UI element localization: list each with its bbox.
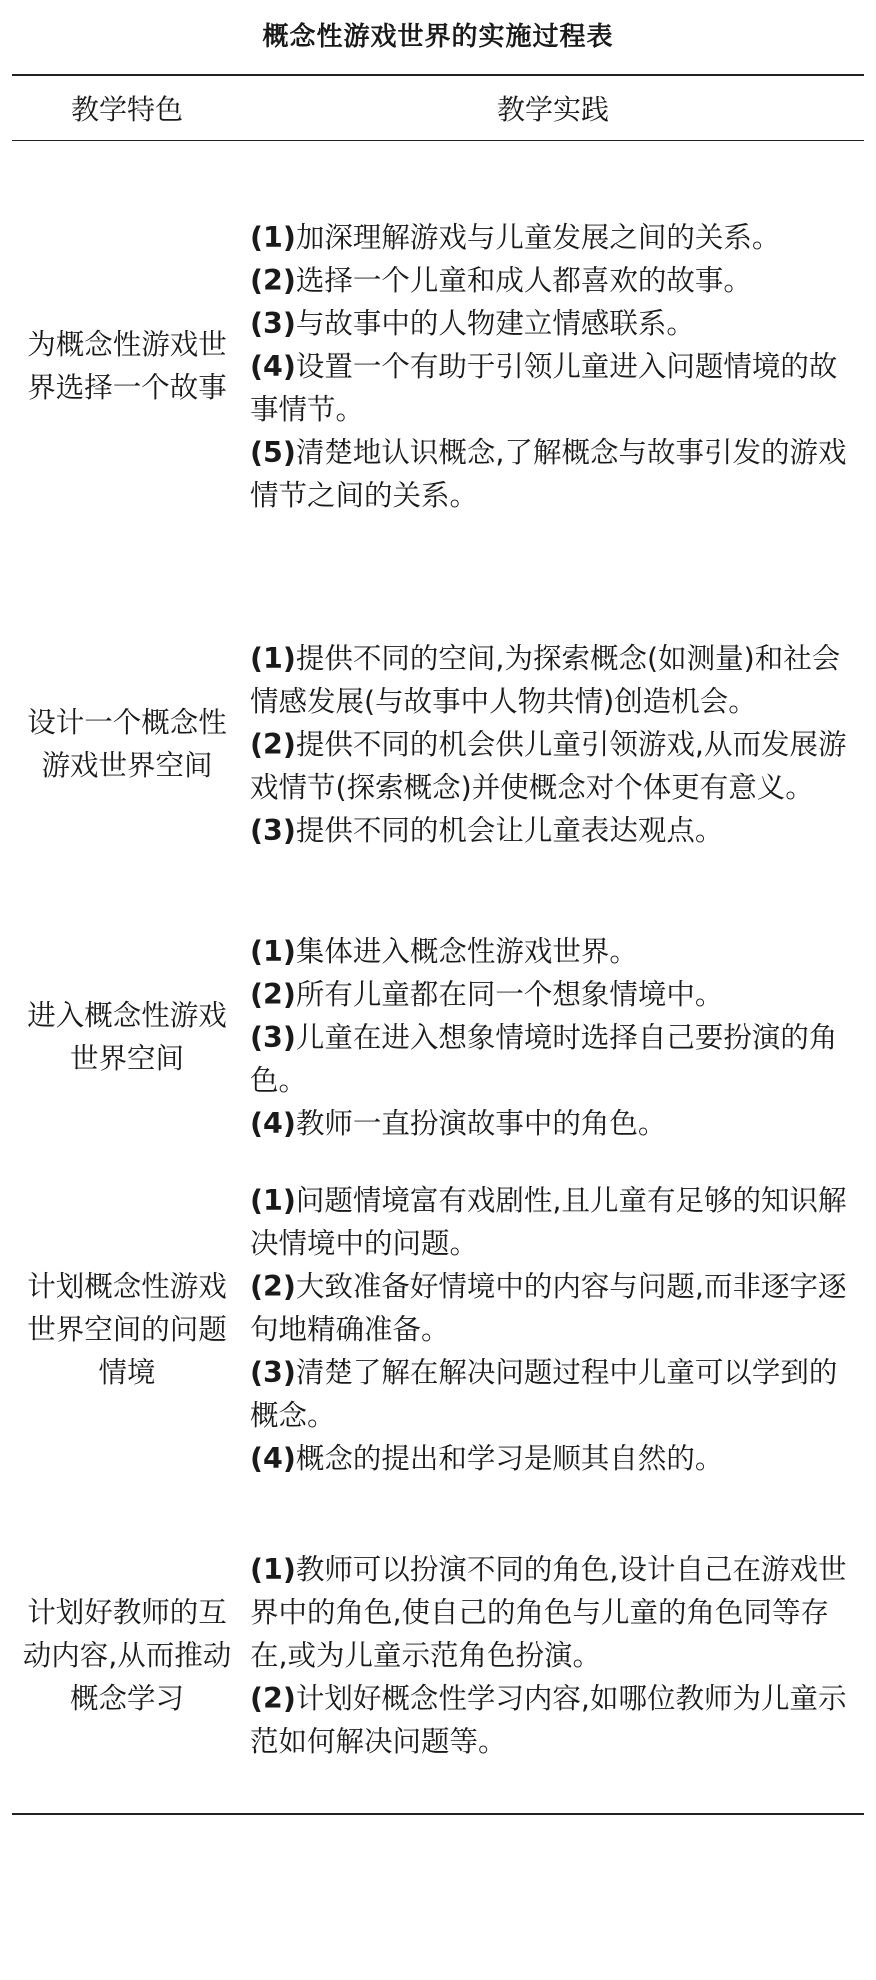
feature-cell: 计划概念性游戏世界空间的问题情境 (27, 1269, 227, 1389)
header-teaching-practice: 教学实践 (496, 93, 609, 126)
feature-cell: 设计一个概念性游戏世界空间 (27, 706, 227, 782)
feature-cell: 进入概念性游戏世界空间 (27, 999, 227, 1075)
practice-item: (3)儿童在进入想象情境时选择自己要扮演的角色。 (250, 1020, 838, 1097)
practice-item: (4)概念的提出和学习是顺其自然的。 (250, 1441, 724, 1475)
practice-item: (2)所有儿童都在同一个想象情境中。 (250, 977, 724, 1011)
table-row (12, 575, 864, 913)
practice-item: (1)加深理解游戏与儿童发展之间的关系。 (250, 220, 781, 254)
practice-item: (4)设置一个有助于引领儿童进入问题情境的故事情节。 (250, 349, 838, 426)
practice-item: (2)选择一个儿童和成人都喜欢的故事。 (250, 263, 752, 297)
practice-item: (4)教师一直扮演故事中的角色。 (250, 1106, 667, 1140)
table-header-row (12, 75, 864, 141)
feature-cell: 为概念性游戏世界选择一个故事 (27, 328, 227, 404)
practice-item: (1)问题情境富有戏剧性,且儿童有足够的知识解决情境中的问题。 (250, 1183, 847, 1260)
practice-item: (3)与故事中的人物建立情感联系。 (250, 306, 695, 340)
practice-cell (242, 1497, 864, 1814)
practice-cell (242, 141, 864, 576)
practice-item: (1)教师可以扮演不同的角色,设计自己在游戏世界中的角色,使自己的角色与儿童的角色同等存在,或为儿童示范角色扮演。 (250, 1552, 847, 1672)
table-row (12, 1497, 864, 1814)
practice-item: (2)大致准备好情境中的内容与问题,而非逐字逐句地精确准备。 (250, 1269, 847, 1346)
practice-item: (3)清楚了解在解决问题过程中儿童可以学到的概念。 (250, 1355, 838, 1432)
table-row (12, 141, 864, 576)
implementation-table (12, 74, 864, 1815)
practice-cell (242, 1161, 864, 1497)
practice-item: (2)提供不同的机会供儿童引领游戏,从而发展游戏情节(探索概念)并使概念对个体更有意义。 (250, 727, 847, 804)
practice-item: (1)集体进入概念性游戏世界。 (250, 934, 638, 968)
feature-cell: 计划好教师的互动内容,从而推动概念学习 (22, 1595, 232, 1715)
practice-item: (2)计划好概念性学习内容,如哪位教师为儿童示范如何解决问题等。 (250, 1681, 847, 1758)
practice-cell (242, 913, 864, 1161)
table-row (12, 913, 864, 1161)
practice-item: (5)清楚地认识概念,了解概念与故事引发的游戏情节之间的关系。 (250, 435, 847, 512)
practice-cell (242, 575, 864, 913)
practice-item: (1)提供不同的空间,为探索概念(如测量)和社会情感发展(与故事中人物共情)创造机会。 (250, 641, 841, 718)
table-row (12, 1161, 864, 1497)
practice-item: (3)提供不同的机会让儿童表达观点。 (250, 813, 724, 847)
table-title: 概念性游戏世界的实施过程表 (262, 22, 614, 52)
header-teaching-feature: 教学特色 (70, 93, 183, 126)
